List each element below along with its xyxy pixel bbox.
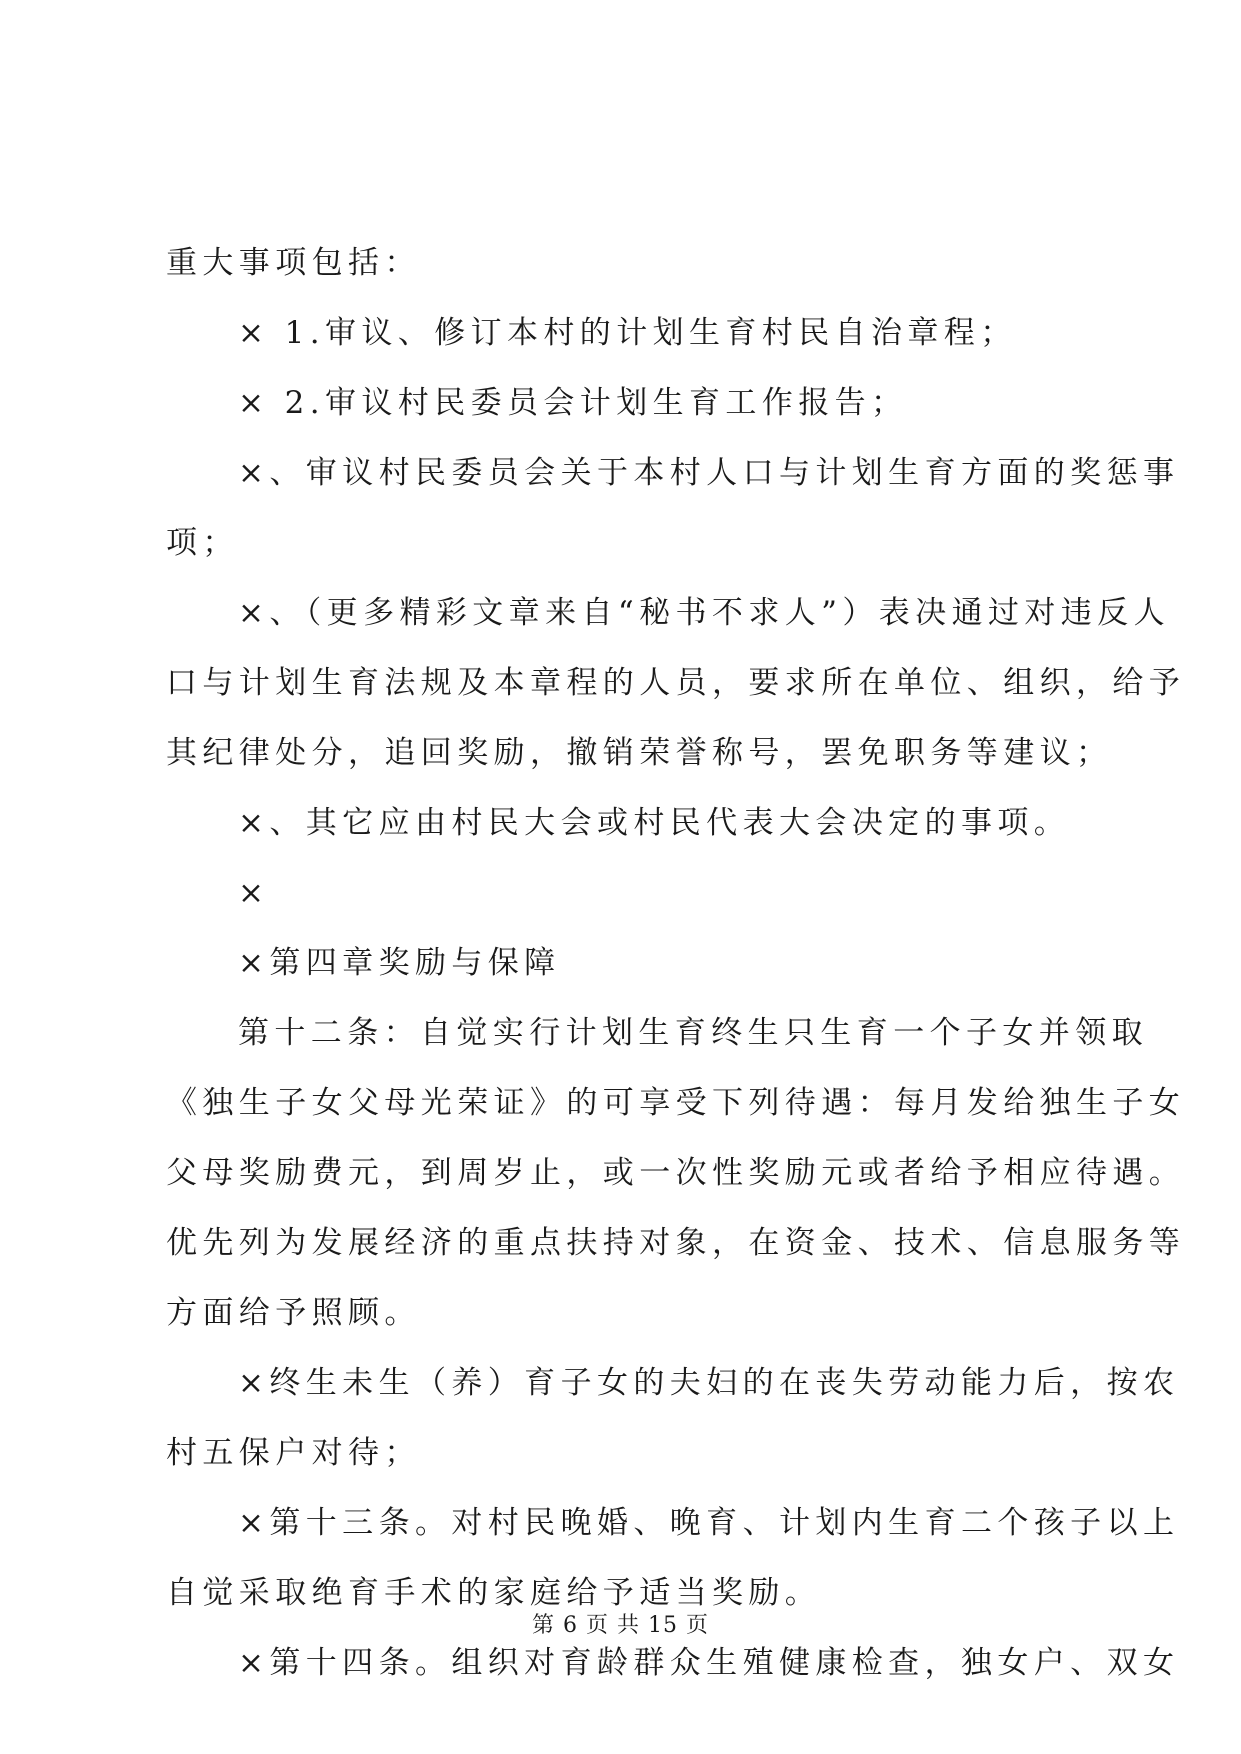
document-line: 方面给予照顾。 — [166, 1295, 421, 1331]
document-line: 父母奖励费元，到周岁止，或一次性奖励元或者给予相应待遇。 — [166, 1155, 1186, 1191]
document-line: ×、审议村民委员会关于本村人口与计划生育方面的奖惩事 — [238, 455, 1180, 491]
document-line: ×、其它应由村民大会或村民代表大会决定的事项。 — [238, 805, 1071, 841]
document-line: 口与计划生育法规及本章程的人员，要求所在单位、组织，给予 — [166, 665, 1186, 701]
document-line: 重大事项包括： — [166, 245, 421, 281]
document-line: 第十二条：自觉实行计划生育终生只生育一个子女并领取 — [238, 1015, 1148, 1051]
document-line: ×第十三条。对村民晚婚、晚育、计划内生育二个孩子以上 — [238, 1505, 1180, 1541]
document-line: ×终生未生（养）育子女的夫妇的在丧失劳动能力后，按农 — [238, 1365, 1180, 1401]
document-line: 《独生子女父母光荣证》的可享受下列待遇：每月发给独生子女 — [166, 1085, 1186, 1121]
document-line: ×第十四条。组织对育龄群众生殖健康检查，独女户、双女 — [238, 1645, 1180, 1681]
page-footer: 第 6 页 共 15 页 — [532, 1613, 709, 1638]
document-line: 村五保户对待； — [166, 1435, 421, 1471]
document-line: × 2.审议村民委员会计划生育工作报告； — [238, 385, 908, 421]
document-line: ×第四章奖励与保障 — [238, 945, 561, 981]
document-line: ×、（更多精彩文章来自“秘书不求人”）表决通过对违反人 — [238, 595, 1170, 631]
document-line: × 1.审议、修订本村的计划生育村民自治章程； — [238, 315, 1017, 351]
document-line: 自觉采取绝育手术的家庭给予适当奖励。 — [166, 1575, 822, 1611]
document-line: 项； — [166, 525, 239, 561]
document-line: 其纪律处分，追回奖励，撤销荣誉称号，罢免职务等建议； — [166, 735, 1113, 771]
document-line: × — [238, 875, 270, 911]
document-line: 优先列为发展经济的重点扶持对象，在资金、技术、信息服务等 — [166, 1225, 1186, 1261]
document-body — [166, 228, 1186, 1698]
